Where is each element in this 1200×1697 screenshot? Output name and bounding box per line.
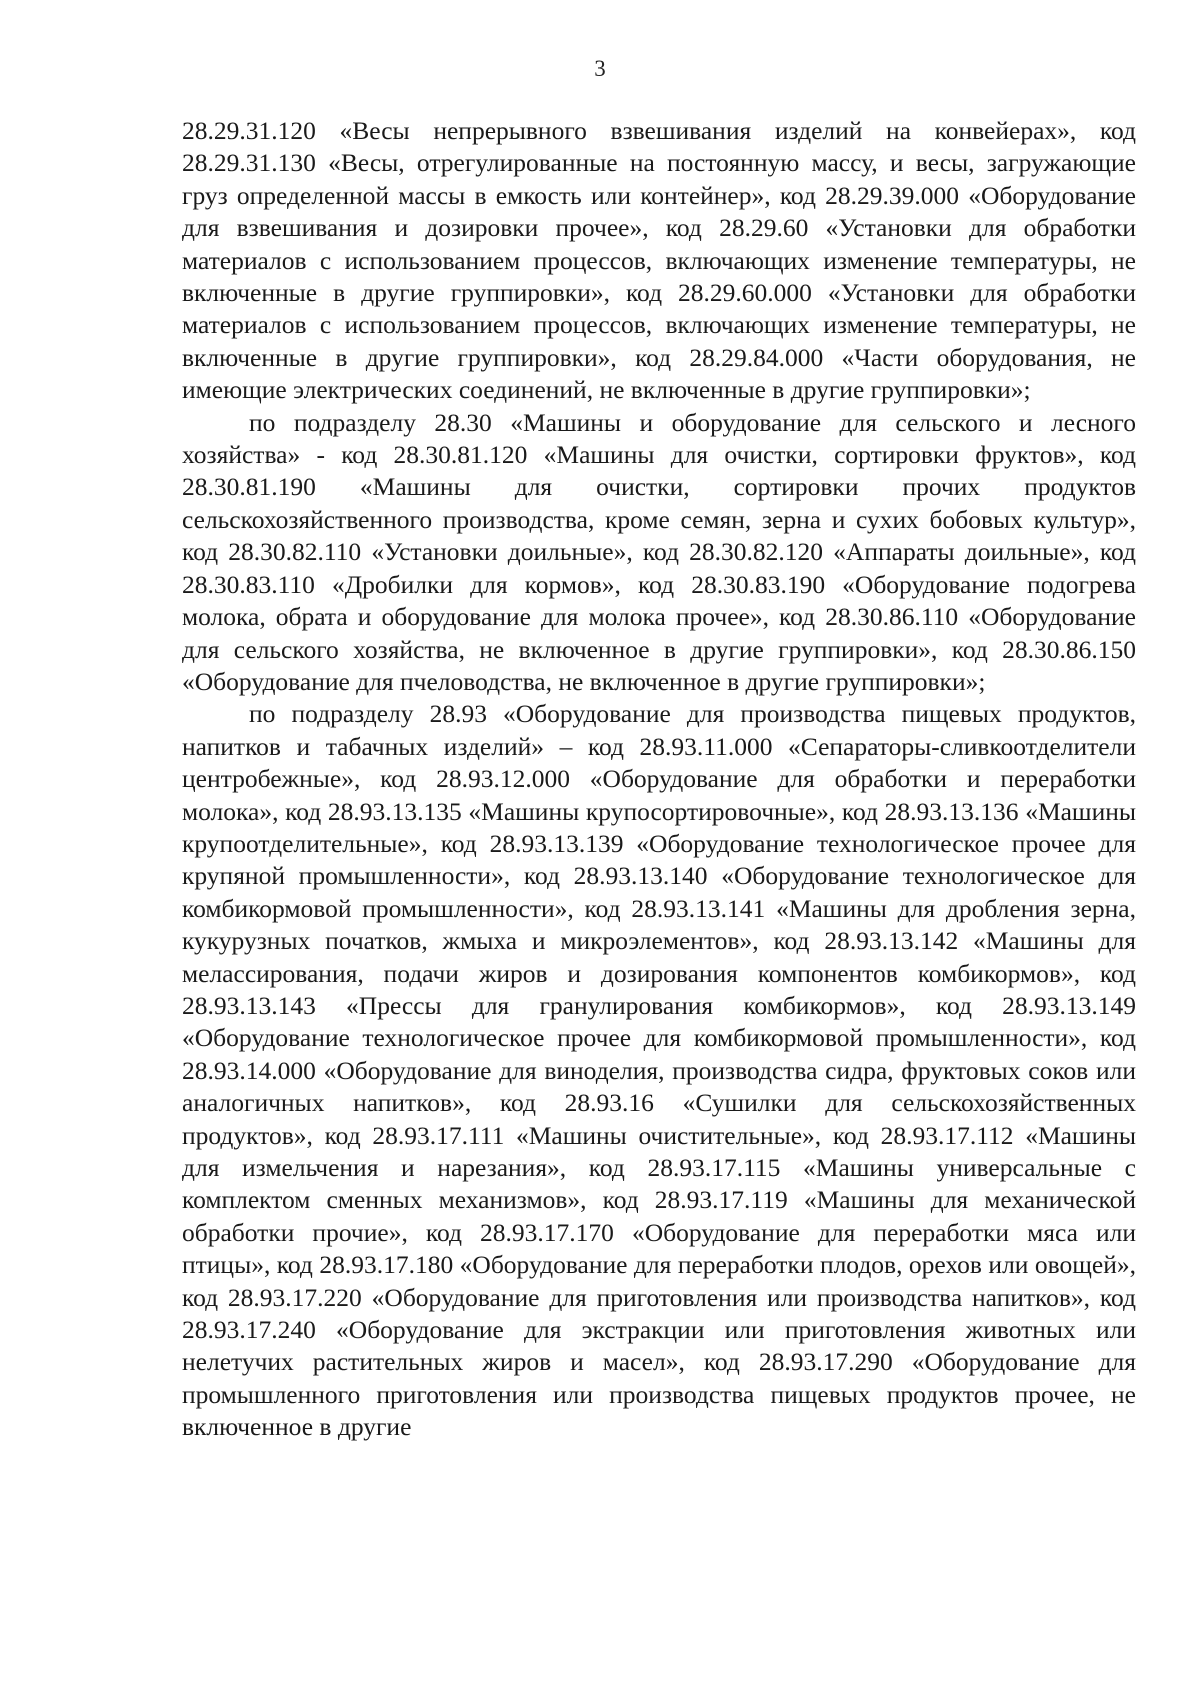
paragraph-subsection-28-93: по подразделу 28.93 «Оборудование для производства пищевых продуктов, напитков и табачных изделий» – код 28.93.11.000 «Сепараторы-сливкоотделители центробежные», код 28.93.12.000 «Оборудование для обработки и переработки молока», код 28.93.13.135 «Машины крупосортировочные», код 28.93.13.136 «Машины крупоотделительные», код 28.93.13.139 «Оборудование технологическое прочее для крупяной промышленности», код 28.93.13.140 «Оборудование технологическое для комбикормовой промышленности», код 28.93.13.141 «Машины для дробления зерна, кукурузных початков, жмыха и микроэлементов», код 28.93.13.142 «Машины для мелассирования, подачи жиров и дозирования компонентов комбикормов», код 28.93.13.143 «Прессы для гранулирования комбикормов», код 28.93.13.149 «Оборудование технологическое прочее для комбикормовой промышленности», код 28.93.14.000 «Оборудование для виноделия, производства сидра, фруктовых соков или аналогичных напитков», код 28.93.16 «Сушилки для сельскохозяйственных продуктов», код 28.93.17.111 «Машины очистительные», код 28.93.17.112 «Машины для измельчения и нарезания», код 28.93.17.115 «Машины универсальные с комплектом сменных механизмов», код 28.93.17.119 «Машины для механической обработки прочие», код 28.93.17.170 «Оборудование для переработки мяса или птицы», код 28.93.17.180 «Оборудование для переработки плодов, орехов или овощей», код 28.93.17.220 «Оборудование для приготовления или производства напитков», код 28.93.17.240 «Оборудование для экстракции или приготовления животных или нелетучих растительных жиров и масел», код 28.93.17.290 «Оборудование для промышленного приготовления или производства пищевых продуктов прочее, не включенное в другие (182, 699, 1136, 1442)
paragraph-continuation: 28.29.31.120 «Весы непрерывного взвешивания изделий на конвейерах», код 28.29.31.130 «Весы, отрегулированные на постоянную массу, и весы, загружающие груз определенной массы в емкость или контейнер», код 28.29.39.000 «Оборудование для взвешивания и дозировки прочее», код 28.29.60 «Установки для обработки материалов с использованием процессов, включающих изменение температуры, не включенные в другие группировки», код 28.29.60.000 «Установки для обработки материалов с использованием процессов, включающих изменение температуры, не включенные в другие группировки», код 28.29.84.000 «Части оборудования, не имеющие электрических соединений, не включенные в другие группировки»; (182, 116, 1136, 405)
paragraph-subsection-28-30: по подразделу 28.30 «Машины и оборудование для сельского и лесного хозяйства» - код 28.30.81.120 «Машины для очистки, сортировки фруктов», код 28.30.81.190 «Машины для очистки, сортировки прочих продуктов сельскохозяйственного производства, кроме семян, зерна и сухих бобовых культур», код 28.30.82.110 «Установки доильные», код 28.30.82.120 «Аппараты доильные», код 28.30.83.110 «Дробилки для кормов», код 28.30.83.190 «Оборудование подогрева молока, обрата и оборудование для молока прочее», код 28.30.86.110 «Оборудование для сельского хозяйства, не включенное в другие группировки», код 28.30.86.150 «Оборудование для пчеловодства, не включенное в другие группировки»; (182, 407, 1136, 696)
page-number: 3 (594, 56, 606, 81)
document-body (182, 115, 1136, 1444)
